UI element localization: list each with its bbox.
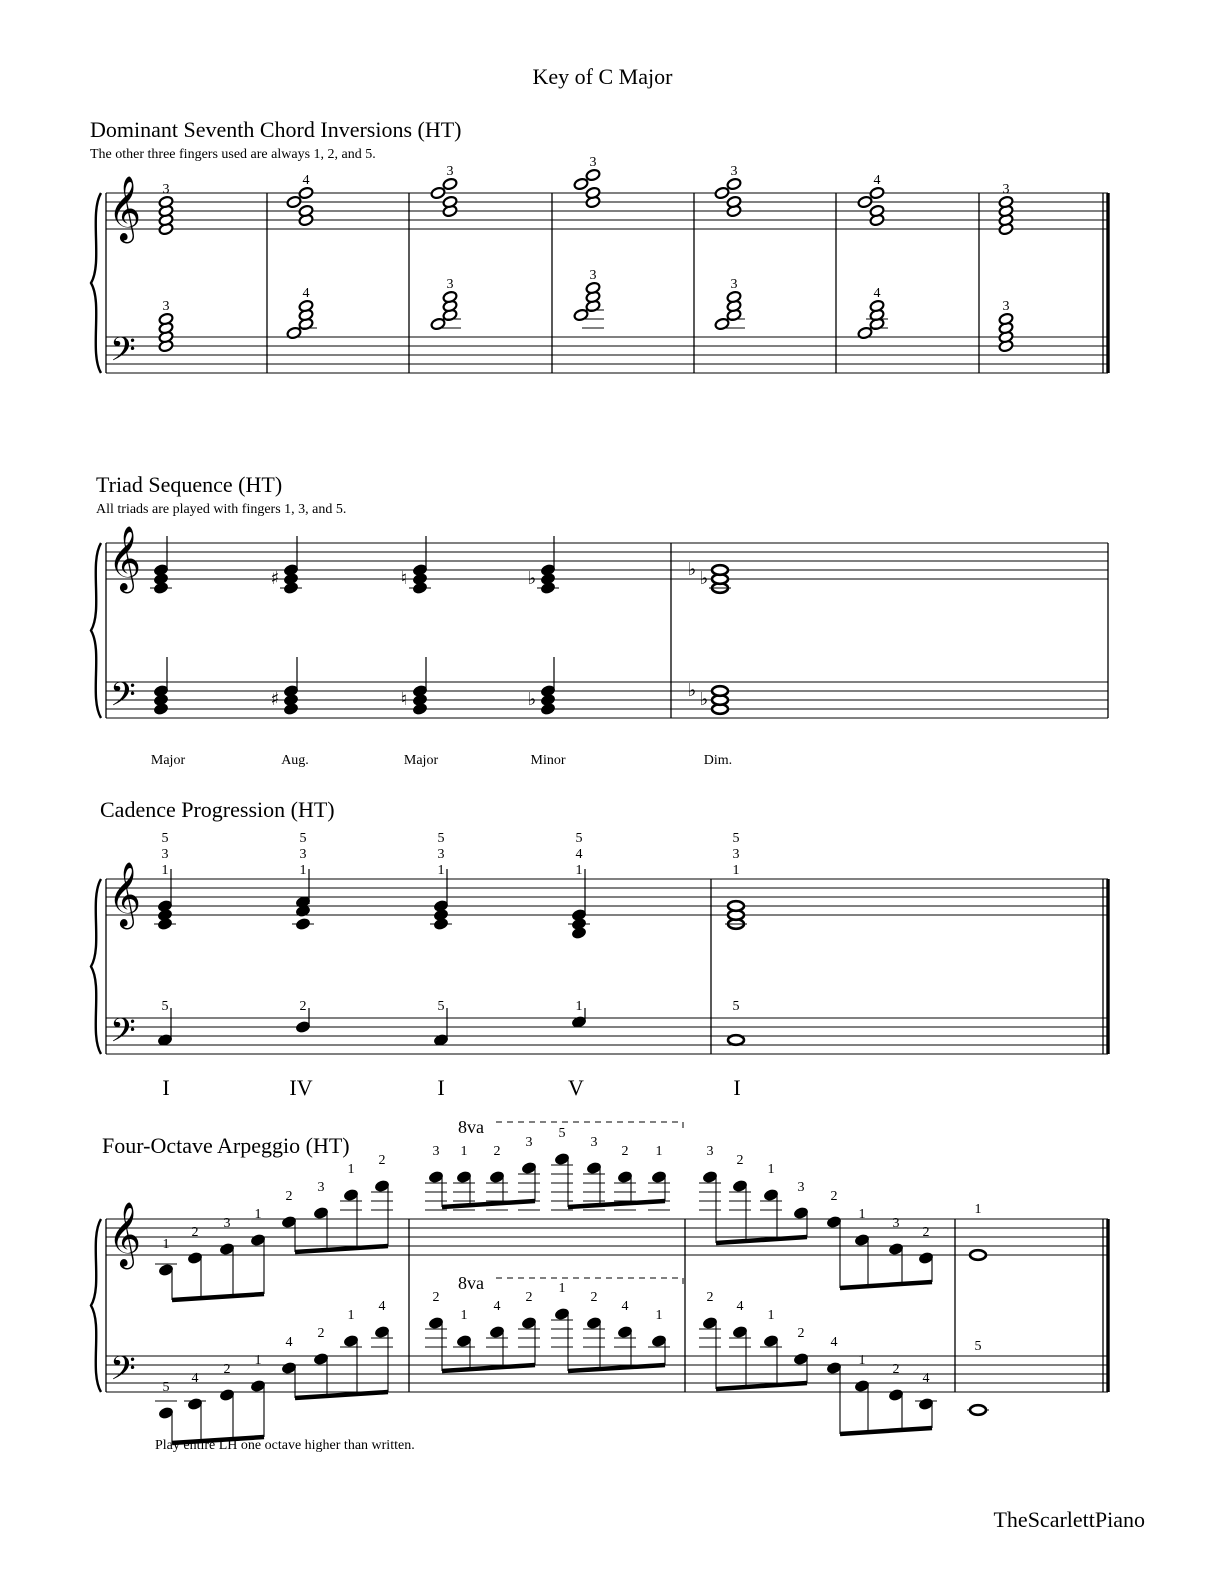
rh-notehead: [456, 1170, 472, 1183]
finger-number: 2: [590, 1290, 598, 1305]
accidental: ♭: [699, 689, 709, 710]
page-title: Key of C Major: [532, 64, 673, 89]
finger-number: 5: [437, 831, 445, 846]
lh-notehead: [918, 1397, 934, 1410]
finger-number: 1: [655, 1144, 663, 1159]
rh-notehead: [702, 1170, 718, 1183]
rh-notehead: [617, 1170, 633, 1183]
finger-number: 3: [223, 1216, 231, 1231]
finger-number: 3: [162, 299, 170, 314]
system-brace: [91, 193, 101, 373]
roman-numeral: V: [568, 1075, 584, 1100]
chord-notehead: [442, 177, 458, 190]
rh-notehead: [763, 1188, 779, 1201]
chord-quality-label: Minor: [530, 753, 566, 768]
roman-numeral: IV: [289, 1075, 313, 1100]
finger-number: 4: [302, 173, 310, 188]
beam: [172, 1294, 264, 1300]
rh-notehead: [187, 1251, 203, 1264]
whole-note: [728, 1035, 744, 1045]
finger-number: 3: [437, 847, 445, 862]
finger-number: 4: [285, 1335, 293, 1350]
beam: [442, 1201, 535, 1207]
finger-number: 2: [736, 1153, 744, 1168]
lh-notehead: [732, 1325, 748, 1338]
finger-number: 3: [317, 1180, 325, 1195]
lh-notehead: [617, 1325, 633, 1338]
finger-number: 3: [589, 155, 597, 170]
bass-clef: 𝄢: [110, 1012, 136, 1058]
lh-notehead: [158, 1406, 174, 1419]
chord-notehead: [869, 186, 885, 199]
rh-notehead: [826, 1215, 842, 1228]
system-brace: [91, 1219, 101, 1392]
lh-notehead: [281, 1361, 297, 1374]
finger-number: 3: [732, 847, 740, 862]
finger-number: 1: [974, 1202, 982, 1217]
finger-number: 1: [162, 1237, 170, 1252]
section-title-dominant-seventh: Dominant Seventh Chord Inversions (HT): [90, 117, 462, 142]
chord-notehead: [585, 168, 601, 181]
finger-number: 2: [621, 1144, 629, 1159]
chord-notehead: [430, 186, 446, 199]
accidental: ♭: [527, 568, 537, 589]
lh-notehead: [313, 1352, 329, 1365]
brand-name: TheScarlettPiano: [993, 1507, 1145, 1532]
section-title-triad-sequence: Triad Sequence (HT): [96, 472, 283, 497]
finger-number: 5: [161, 831, 169, 846]
rh-notehead: [343, 1188, 359, 1201]
finger-number: 2: [191, 1225, 199, 1240]
finger-number: 3: [1002, 299, 1010, 314]
whole-note: [712, 686, 728, 696]
finger-number: 1: [575, 863, 583, 878]
lh-notehead: [854, 1379, 870, 1392]
finger-number: 2: [922, 1225, 930, 1240]
finger-number: 3: [161, 847, 169, 862]
beam: [295, 1246, 388, 1252]
beam: [442, 1365, 535, 1371]
treble-clef: 𝄞: [108, 526, 142, 591]
finger-number: 1: [437, 863, 445, 878]
beam: [716, 1237, 807, 1243]
bass-clef: 𝄢: [110, 676, 136, 722]
finger-number: 4: [922, 1371, 930, 1386]
rh-notehead: [428, 1170, 444, 1183]
rh-notehead: [651, 1170, 667, 1183]
lh-notehead: [489, 1325, 505, 1338]
beam: [840, 1282, 932, 1288]
system-brace: [91, 543, 101, 718]
chord-notehead: [726, 177, 742, 190]
finger-number: 3: [590, 1135, 598, 1150]
finger-number: 5: [974, 1339, 982, 1354]
finger-number: 5: [732, 831, 740, 846]
finger-number: 1: [858, 1353, 866, 1368]
finger-number: 5: [299, 831, 307, 846]
accidental: ♯: [270, 689, 280, 710]
section-subtitle-triad-sequence: All triads are played with fingers 1, 3, and 5.: [96, 502, 347, 517]
rh-notehead: [586, 1161, 602, 1174]
ottava-marker: 8va: [458, 1273, 484, 1293]
finger-number: 4: [302, 286, 310, 301]
finger-number: 2: [493, 1144, 501, 1159]
chord-notehead: [857, 195, 873, 208]
whole-note: [970, 1250, 986, 1260]
lh-notehead: [521, 1316, 537, 1329]
beam: [295, 1392, 388, 1398]
finger-number: 4: [575, 847, 583, 862]
finger-number: 2: [223, 1362, 231, 1377]
lh-notehead: [793, 1352, 809, 1365]
finger-number: 2: [892, 1362, 900, 1377]
finger-number: 3: [162, 182, 170, 197]
finger-number: 3: [299, 847, 307, 862]
accidental: ♭: [687, 559, 697, 580]
accidental: ♭: [699, 568, 709, 589]
rh-notehead: [489, 1170, 505, 1183]
section-title-cadence: Cadence Progression (HT): [100, 797, 335, 822]
rh-notehead: [281, 1215, 297, 1228]
finger-number: 2: [830, 1189, 838, 1204]
finger-number: 4: [873, 173, 881, 188]
section-title-arpeggio: Four-Octave Arpeggio (HT): [102, 1133, 350, 1158]
finger-number: 2: [525, 1290, 533, 1305]
finger-number: 1: [254, 1207, 262, 1222]
finger-number: 4: [493, 1299, 501, 1314]
lh-notehead: [219, 1388, 235, 1401]
rh-notehead: [918, 1251, 934, 1264]
rh-notehead: [888, 1242, 904, 1255]
lh-notehead: [456, 1334, 472, 1347]
rh-notehead: [732, 1179, 748, 1192]
finger-number: 3: [446, 277, 454, 292]
finger-number: 3: [446, 164, 454, 179]
finger-number: 3: [797, 1180, 805, 1195]
finger-number: 5: [161, 999, 169, 1014]
lh-notehead: [702, 1316, 718, 1329]
beam: [716, 1383, 807, 1389]
section-subtitle-dominant-seventh: The other three fingers used are always 1, 2, and 5.: [90, 147, 376, 162]
finger-number: 2: [299, 999, 307, 1014]
rh-notehead: [313, 1206, 329, 1219]
roman-numeral: I: [162, 1075, 170, 1100]
finger-number: 1: [767, 1308, 775, 1323]
finger-number: 2: [317, 1326, 325, 1341]
ottava-marker: 8va: [458, 1117, 484, 1137]
finger-number: 1: [347, 1308, 355, 1323]
accidental: ♯: [270, 568, 280, 589]
chord-quality-label: Aug.: [281, 753, 309, 768]
beam: [568, 1365, 665, 1371]
finger-number: 5: [732, 999, 740, 1014]
lh-notehead: [187, 1397, 203, 1410]
chord-quality-label: Dim.: [703, 753, 733, 768]
finger-number: 4: [736, 1299, 744, 1314]
finger-number: 4: [621, 1299, 629, 1314]
rh-notehead: [554, 1152, 570, 1165]
chord-notehead: [573, 177, 589, 190]
accidental: ♮: [400, 568, 408, 589]
roman-numeral: I: [733, 1075, 741, 1100]
bass-clef: 𝄢: [110, 331, 136, 377]
finger-number: 1: [732, 863, 740, 878]
finger-number: 1: [254, 1353, 262, 1368]
finger-number: 1: [460, 1144, 468, 1159]
lh-notehead: [763, 1334, 779, 1347]
finger-number: 1: [299, 863, 307, 878]
beam: [840, 1428, 932, 1434]
lh-notehead: [826, 1361, 842, 1374]
finger-number: 2: [285, 1189, 293, 1204]
finger-number: 2: [378, 1153, 386, 1168]
chord-notehead: [298, 186, 314, 199]
chord-notehead: [714, 186, 730, 199]
finger-number: 4: [873, 286, 881, 301]
finger-number: 3: [1002, 182, 1010, 197]
finger-number: 2: [706, 1290, 714, 1305]
finger-number: 1: [655, 1308, 663, 1323]
lh-notehead: [586, 1316, 602, 1329]
finger-number: 5: [437, 999, 445, 1014]
finger-number: 4: [191, 1371, 199, 1386]
lh-notehead: [343, 1334, 359, 1347]
accidental: ♭: [527, 689, 537, 710]
finger-number: 2: [432, 1290, 440, 1305]
chord-quality-label: Major: [403, 753, 439, 768]
finger-number: 1: [558, 1281, 566, 1296]
finger-number: 1: [858, 1207, 866, 1222]
finger-number: 1: [460, 1308, 468, 1323]
accidental: ♭: [687, 680, 697, 701]
finger-number: 5: [558, 1126, 566, 1141]
finger-number: 3: [730, 277, 738, 292]
finger-number: 3: [432, 1144, 440, 1159]
roman-numeral: I: [437, 1075, 445, 1100]
finger-number: 4: [378, 1299, 386, 1314]
finger-number: 3: [730, 164, 738, 179]
whole-note: [728, 901, 744, 911]
finger-number: 1: [575, 999, 583, 1014]
lh-notehead: [374, 1325, 390, 1338]
lh-notehead: [428, 1316, 444, 1329]
treble-clef: 𝄞: [108, 176, 142, 241]
rh-notehead: [854, 1233, 870, 1246]
lh-notehead: [888, 1388, 904, 1401]
rh-notehead: [250, 1233, 266, 1246]
lh-notehead: [250, 1379, 266, 1392]
rh-notehead: [521, 1161, 537, 1174]
finger-number: 2: [797, 1326, 805, 1341]
whole-note: [970, 1405, 986, 1415]
finger-number: 1: [161, 863, 169, 878]
treble-clef: 𝄞: [108, 1202, 142, 1267]
finger-number: 1: [347, 1162, 355, 1177]
bass-clef: 𝄢: [110, 1350, 136, 1396]
system-brace: [91, 879, 101, 1054]
rh-notehead: [374, 1179, 390, 1192]
finger-number: 1: [767, 1162, 775, 1177]
lh-notehead: [651, 1334, 667, 1347]
chord-notehead: [286, 195, 302, 208]
rh-notehead: [158, 1263, 174, 1276]
chord-quality-label: Major: [150, 753, 186, 768]
finger-number: 5: [162, 1380, 170, 1395]
finger-number: 4: [830, 1335, 838, 1350]
finger-number: 3: [589, 268, 597, 283]
finger-number: 3: [525, 1135, 533, 1150]
accidental: ♮: [400, 689, 408, 710]
performance-note: Play entire LH one octave higher than written.: [155, 1438, 415, 1453]
finger-number: 5: [575, 831, 583, 846]
treble-clef: 𝄞: [108, 862, 142, 927]
rh-notehead: [793, 1206, 809, 1219]
whole-note: [712, 565, 728, 575]
lh-notehead: [554, 1307, 570, 1320]
beam: [568, 1201, 665, 1207]
finger-number: 3: [706, 1144, 714, 1159]
rh-notehead: [219, 1242, 235, 1255]
finger-number: 3: [892, 1216, 900, 1231]
